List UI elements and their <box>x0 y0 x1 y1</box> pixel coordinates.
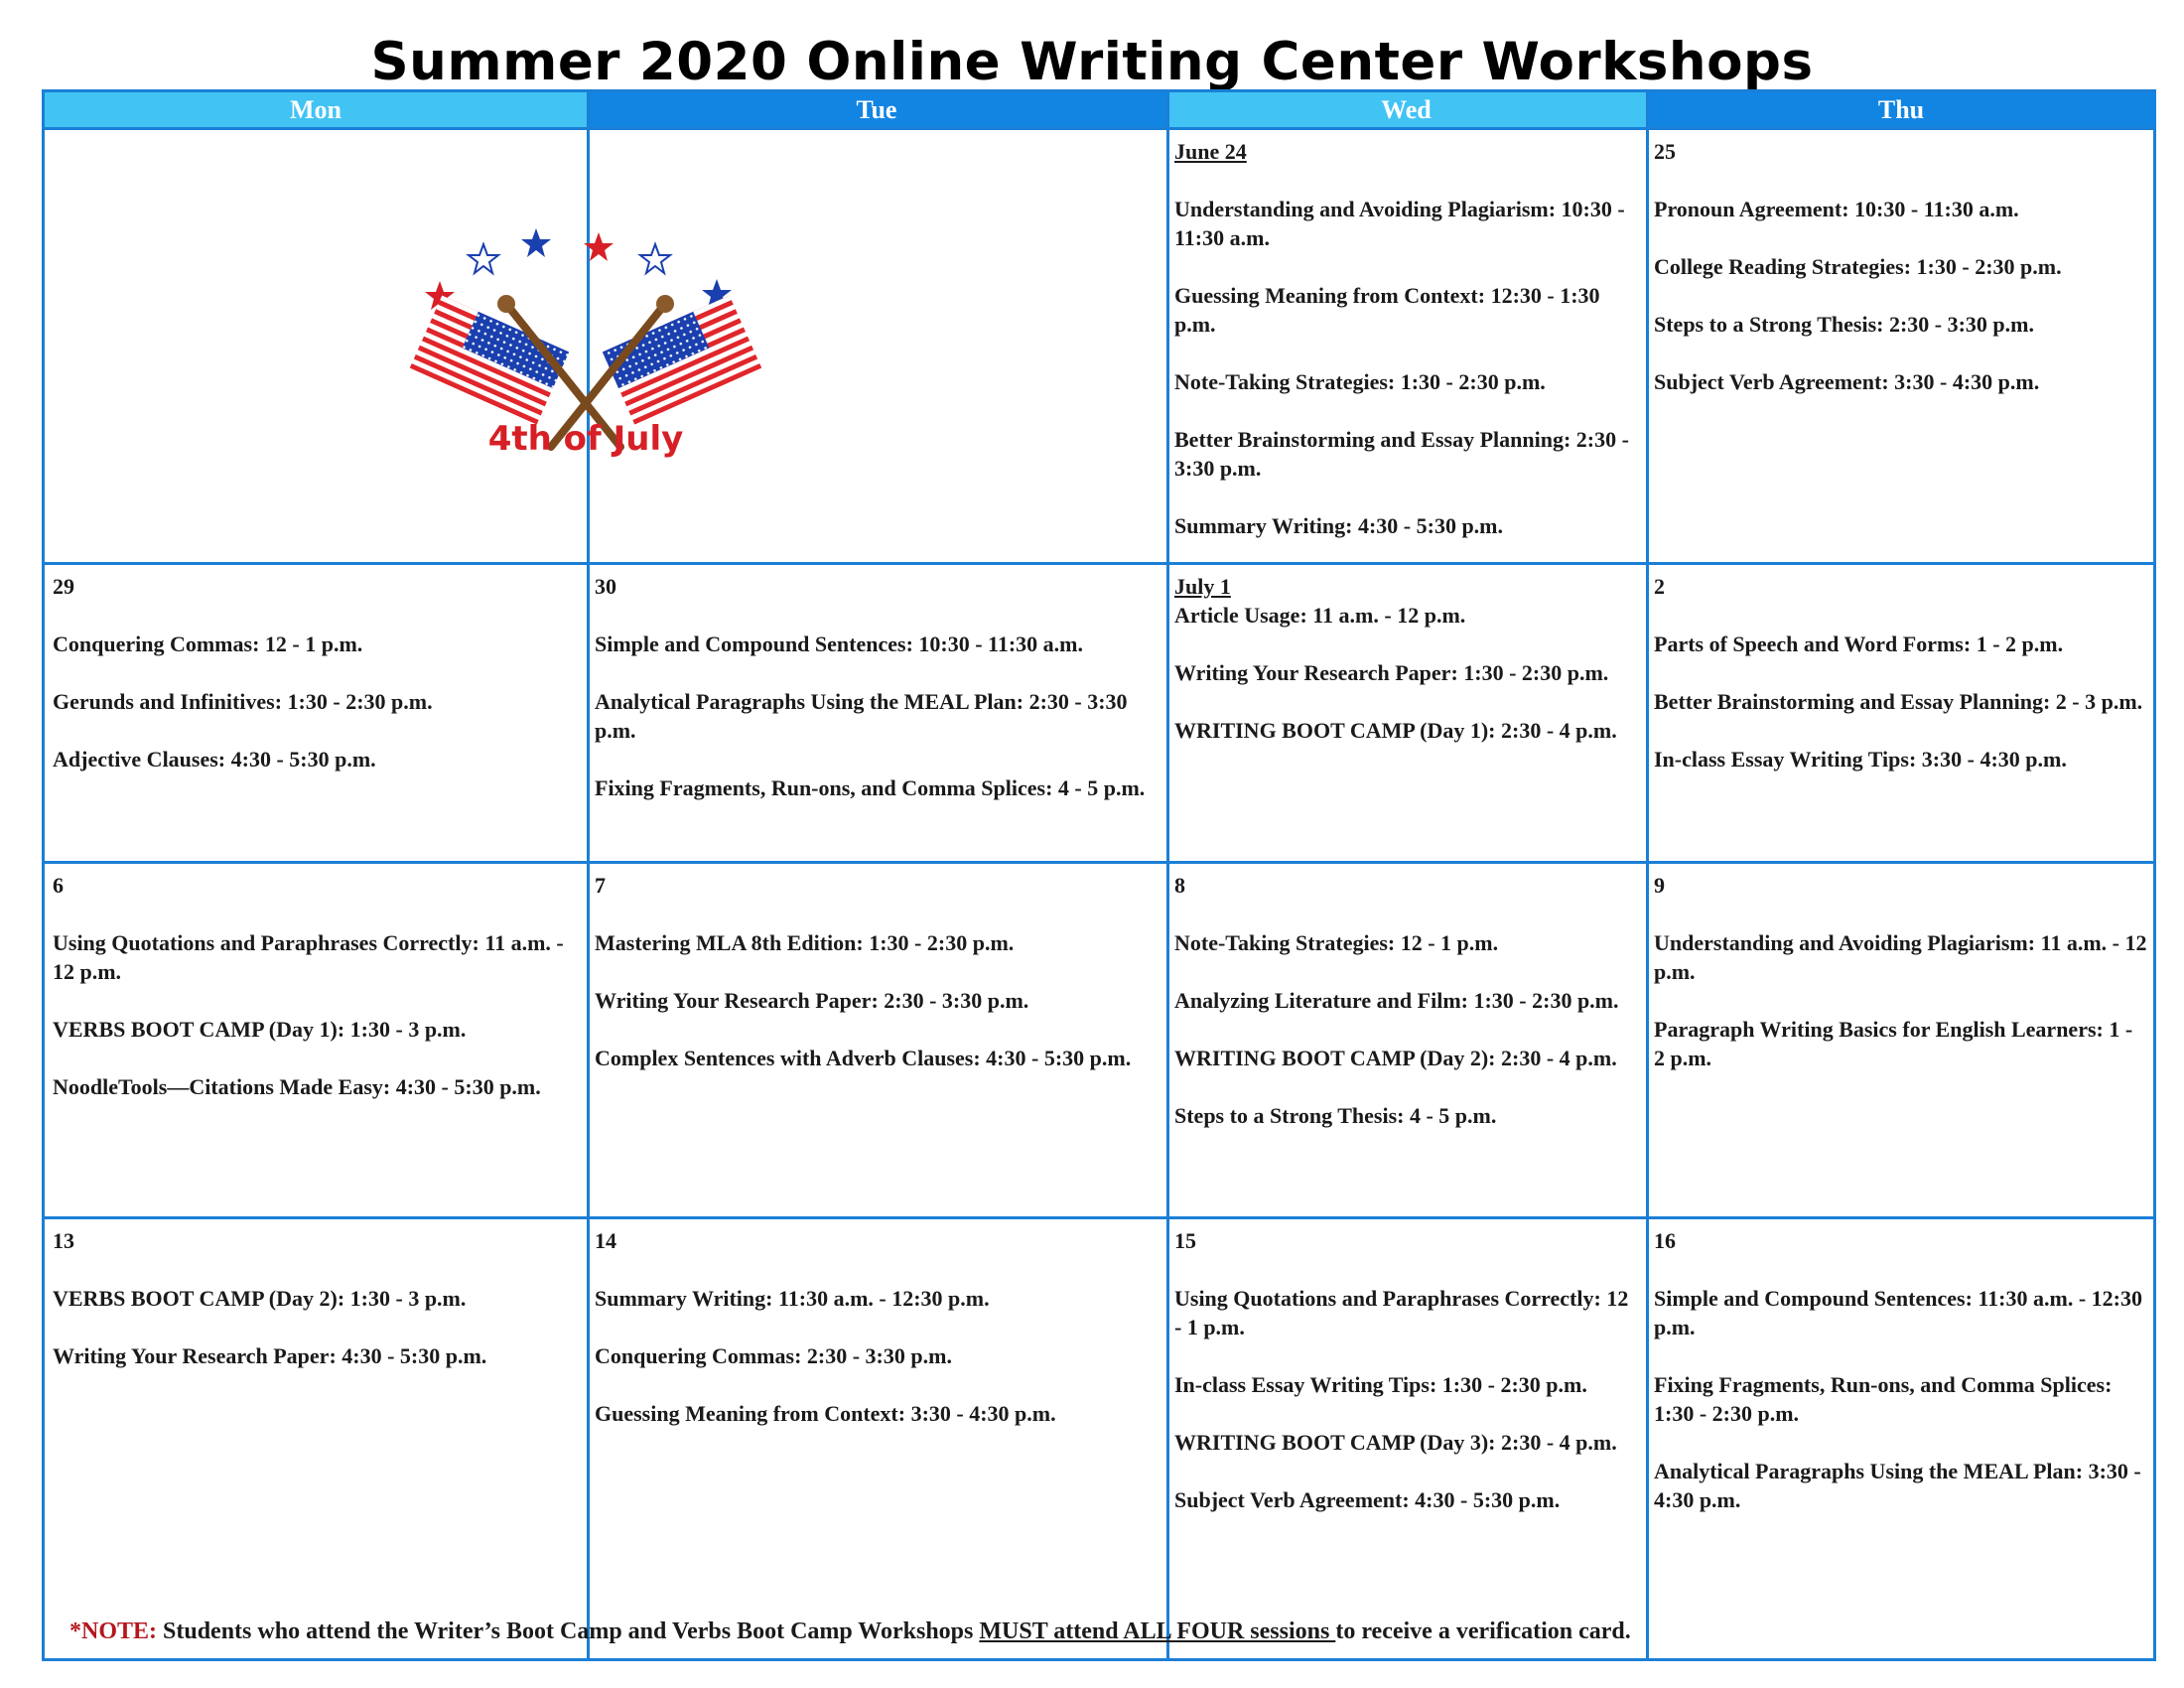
note-lead: *NOTE: <box>69 1618 158 1644</box>
workshop-entry: Mastering MLA 8th Edition: 1:30 - 2:30 p.m. <box>595 930 1015 955</box>
workshop-entry: Fixing Fragments, Run-ons, and Comma Splices: 1:30 - 2:30 p.m. <box>1654 1372 2113 1426</box>
workshop-entry: Complex Sentences with Adverb Clauses: 4:30 - 5:30 p.m. <box>595 1046 1132 1070</box>
workshop-entry: WRITING BOOT CAMP (Day 2): 2:30 - 4 p.m. <box>1174 1046 1617 1070</box>
workshop-entry: Understanding and Avoiding Plagiarism: 10:30 - 11:30 a.m. <box>1174 197 1625 250</box>
workshop-entry: Simple and Compound Sentences: 11:30 a.m. - 12:30 p.m. <box>1654 1286 2142 1339</box>
workshop-entry: Better Brainstorming and Essay Planning: 2:30 - 3:30 p.m. <box>1174 427 1629 481</box>
workshop-entry: Steps to a Strong Thesis: 4 - 5 p.m. <box>1174 1103 1497 1128</box>
workshop-entry: Summary Writing: 11:30 a.m. - 12:30 p.m. <box>595 1286 990 1311</box>
workshop-entry: Better Brainstorming and Essay Planning: 2 - 3 p.m. <box>1654 689 2143 714</box>
workshop-entry: WRITING BOOT CAMP (Day 1): 2:30 - 4 p.m. <box>1174 718 1617 743</box>
day-cell-mon <box>45 861 587 1140</box>
day-cell-mon <box>45 562 587 812</box>
day-number: 13 <box>53 1228 74 1253</box>
workshop-entry: Writing Your Research Paper: 1:30 - 2:30 p.m. <box>1174 660 1609 685</box>
workshop-entry: Analytical Paragraphs Using the MEAL Plan: 3:30 - 4:30 p.m. <box>1654 1459 2141 1512</box>
workshop-entry: Using Quotations and Paraphrases Correctly: 11 a.m. - 12 p.m. <box>53 930 564 984</box>
day-cell-tue <box>587 861 1166 1111</box>
header-thu: Thu <box>1646 92 2156 127</box>
workshop-entry: Conquering Commas: 2:30 - 3:30 p.m. <box>595 1343 952 1368</box>
day-cell-wed <box>1166 861 1646 1169</box>
star-icon <box>469 244 498 273</box>
workshop-entry: Parts of Speech and Word Forms: 1 - 2 p.m. <box>1654 632 2064 656</box>
workshop-entry: VERBS BOOT CAMP (Day 1): 1:30 - 3 p.m. <box>53 1017 467 1042</box>
day-number: June 24 <box>1174 139 1247 164</box>
day-number: 30 <box>595 574 616 599</box>
day-cell-tue <box>587 127 1166 176</box>
header-mon: Mon <box>45 92 587 127</box>
day-number: 15 <box>1174 1228 1196 1253</box>
workshop-entry: Gerunds and Infinitives: 1:30 - 2:30 p.m. <box>53 689 433 714</box>
day-number: 16 <box>1654 1228 1676 1253</box>
day-number: 2 <box>1654 574 1665 599</box>
star-icon <box>640 244 670 273</box>
day-cell-thu <box>1646 861 2156 1111</box>
workshop-entry: Adjective Clauses: 4:30 - 5:30 p.m. <box>53 747 376 772</box>
day-number: 29 <box>53 574 74 599</box>
day-cell-wed <box>1166 127 1646 579</box>
star-icon <box>521 228 551 257</box>
header-tue: Tue <box>587 92 1166 127</box>
workshop-entry: VERBS BOOT CAMP (Day 2): 1:30 - 3 p.m. <box>53 1286 467 1311</box>
workshop-entry: WRITING BOOT CAMP (Day 3): 2:30 - 4 p.m. <box>1174 1430 1617 1455</box>
day-number: 25 <box>1654 139 1676 164</box>
workshop-entry: Paragraph Writing Basics for English Learners: 1 - 2 p.m. <box>1654 1017 2133 1070</box>
star-icon <box>584 232 614 261</box>
workshop-entry: Writing Your Research Paper: 2:30 - 3:30 p.m. <box>595 988 1029 1013</box>
workshop-entry: Writing Your Research Paper: 4:30 - 5:30 p.m. <box>53 1343 487 1368</box>
workshop-entry: Guessing Meaning from Context: 3:30 - 4:30 p.m. <box>595 1401 1056 1426</box>
workshop-entry: Conquering Commas: 12 - 1 p.m. <box>53 632 363 656</box>
day-number: 7 <box>595 873 606 898</box>
workshop-entry: In-class Essay Writing Tips: 3:30 - 4:30 p.m. <box>1654 747 2067 772</box>
note-text: Students who attend the Writer’s Boot Camp and Verbs Boot Camp Workshops <box>157 1618 980 1644</box>
workshop-entry: Analytical Paragraphs Using the MEAL Plan: 2:30 - 3:30 p.m. <box>595 689 1128 743</box>
workshop-entry: College Reading Strategies: 1:30 - 2:30 p.m. <box>1654 254 2062 279</box>
workshop-entry: Subject Verb Agreement: 4:30 - 5:30 p.m. <box>1174 1487 1561 1512</box>
workshop-entry: Pronoun Agreement: 10:30 - 11:30 a.m. <box>1654 197 2019 221</box>
day-number: 9 <box>1654 873 1665 898</box>
note-text-end: to receive a verification card. <box>1335 1618 1631 1644</box>
clipart-caption: 4th of July <box>487 419 684 459</box>
day-cell-mon <box>45 1216 587 1409</box>
day-cell-wed <box>1166 562 1646 783</box>
note-emphasis: MUST attend ALL FOUR sessions <box>979 1618 1336 1644</box>
day-cell-tue <box>587 1216 1166 1467</box>
workshop-entry: Subject Verb Agreement: 3:30 - 4:30 p.m. <box>1654 369 2040 394</box>
day-cell-tue <box>587 562 1166 841</box>
workshop-entry: Simple and Compound Sentences: 10:30 - 11:30 a.m. <box>595 632 1083 656</box>
day-number: July 1 <box>1174 574 1231 599</box>
fourth-of-july-flags-icon <box>397 216 774 475</box>
workshop-entry: Note-Taking Strategies: 1:30 - 2:30 p.m. <box>1174 369 1546 394</box>
workshop-entry: Article Usage: 11 a.m. - 12 p.m. <box>1174 603 1466 628</box>
day-number: 6 <box>53 873 64 898</box>
header-wed: Wed <box>1166 92 1646 127</box>
workshop-entry: Summary Writing: 4:30 - 5:30 p.m. <box>1174 513 1504 538</box>
workshop-entry: Understanding and Avoiding Plagiarism: 11 a.m. - 12 p.m. <box>1654 930 2147 984</box>
workshop-entry: Using Quotations and Paraphrases Correctly: 12 - 1 p.m. <box>1174 1286 1629 1339</box>
day-cell-thu <box>1646 562 2156 812</box>
day-cell-mon <box>45 127 587 176</box>
day-cell-thu <box>1646 1216 2156 1553</box>
workshop-entry: NoodleTools—Citations Made Easy: 4:30 - 5:30 p.m. <box>53 1074 541 1099</box>
workshop-entry: Guessing Meaning from Context: 12:30 - 1:30 p.m. <box>1174 283 1600 337</box>
workshop-entry: Steps to a Strong Thesis: 2:30 - 3:30 p.m. <box>1654 312 2034 337</box>
footnote <box>69 1618 1631 1645</box>
workshop-entry: In-class Essay Writing Tips: 1:30 - 2:30 p.m. <box>1174 1372 1587 1397</box>
day-cell-thu <box>1646 127 2156 435</box>
workshop-entry: Fixing Fragments, Run-ons, and Comma Splices: 4 - 5 p.m. <box>595 775 1146 800</box>
day-cell-wed <box>1166 1216 1646 1553</box>
day-number: 8 <box>1174 873 1185 898</box>
workshop-entry: Analyzing Literature and Film: 1:30 - 2:30 p.m. <box>1174 988 1619 1013</box>
page-title: Summer 2020 Online Writing Center Workshops <box>370 32 1814 92</box>
workshop-entry: Note-Taking Strategies: 12 - 1 p.m. <box>1174 930 1499 955</box>
day-number: 14 <box>595 1228 616 1253</box>
